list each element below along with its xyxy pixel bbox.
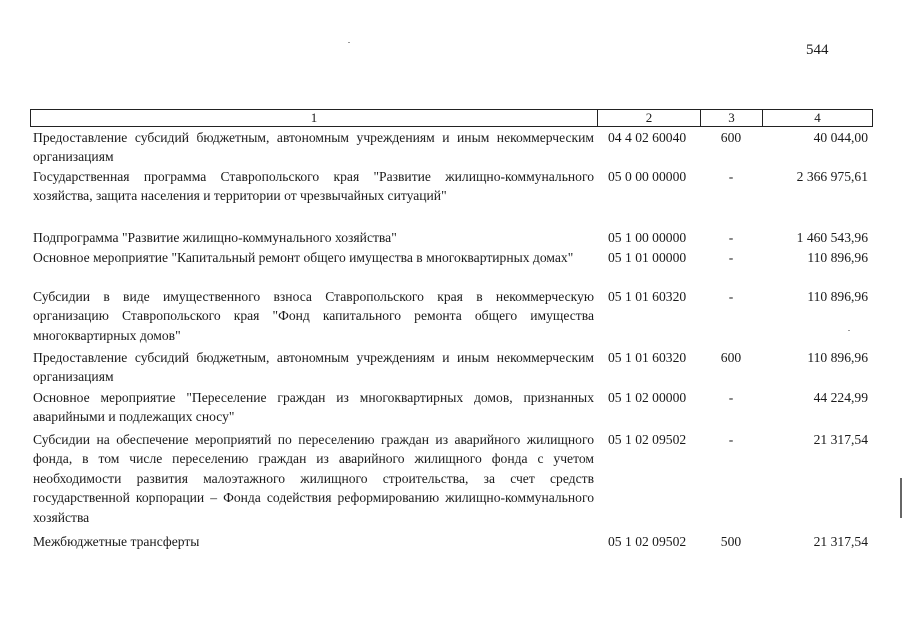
- row-code: 05 1 02 00000: [608, 390, 687, 405]
- row-type: -: [728, 250, 734, 265]
- row-code: 05 0 00 00000: [608, 169, 687, 184]
- column-header-3: 3: [700, 109, 763, 127]
- row-description: Подпрограмма "Развитие жилищно-коммунального хозяйства": [33, 230, 397, 245]
- row-description: Основное мероприятие "Капитальный ремонт общего имущества в многоквартирных домах": [33, 250, 574, 265]
- row-description: Межбюджетные трансферты: [33, 534, 200, 549]
- row-description: Предоставление субсидий бюджетным, автономным учреждениям и иным некоммерческим организациям: [33, 350, 594, 385]
- row-type: -: [728, 289, 734, 304]
- row-code: 05 1 02 09502: [608, 534, 687, 549]
- row-type: 600: [720, 130, 742, 145]
- row-amount: 110 896,96: [807, 250, 868, 265]
- row-description: Субсидии на обеспечение мероприятий по переселению граждан из аварийного жилищного фонда, в том числе переселению граждан из аварийного жилищного фонда с учетом необходимости развития малоэтажного жилищного строительства, за счет средств государственной корпорации – Фонда содействия реформированию жилищно-коммунального хозяйства: [33, 432, 594, 525]
- row-code: 05 1 02 09502: [608, 432, 687, 447]
- row-code: 05 1 01 60320: [608, 289, 687, 304]
- row-amount: 21 317,54: [813, 432, 868, 447]
- row-code: 05 1 00 00000: [608, 230, 687, 245]
- row-code: 05 1 01 60320: [608, 350, 687, 365]
- row-type: -: [728, 432, 734, 447]
- row-amount: 21 317,54: [813, 534, 868, 549]
- row-amount: 40 044,00: [813, 130, 868, 145]
- row-description: Основное мероприятие "Переселение граждан из многоквартирных домов, признанных аварийными и подлежащих сносу": [33, 390, 594, 425]
- row-description: Предоставление субсидий бюджетным, автономным учреждениям и иным некоммерческим организациям: [33, 130, 594, 165]
- row-type: 600: [720, 350, 742, 365]
- row-amount: 2 366 975,61: [796, 169, 868, 184]
- row-type: -: [728, 169, 734, 184]
- row-code: 05 1 01 00000: [608, 250, 687, 265]
- row-type: -: [728, 230, 734, 245]
- row-code: 04 4 02 60040: [608, 130, 687, 145]
- column-header-4: 4: [762, 109, 873, 127]
- row-description: Государственная программа Ставропольского края "Развитие жилищно-коммунального хозяйства, защита населения и территории от чрезвычайных ситуаций": [33, 169, 594, 204]
- row-description: Субсидии в виде имущественного взноса Ставропольского края в некоммерческую организацию Ставропольского края "Фонд капитального ремонта общего имущества многоквартирных домов": [33, 289, 594, 343]
- scan-speck: [348, 42, 350, 43]
- row-type: -: [728, 390, 734, 405]
- scan-speck: [848, 330, 850, 331]
- scan-edge-mark: [900, 478, 902, 518]
- row-amount: 44 224,99: [813, 390, 868, 405]
- column-header-2: 2: [597, 109, 701, 127]
- row-amount: 1 460 543,96: [796, 230, 868, 245]
- row-amount: 110 896,96: [807, 289, 868, 304]
- column-header-1: 1: [30, 109, 598, 127]
- row-amount: 110 896,96: [807, 350, 868, 365]
- row-type: 500: [720, 534, 742, 549]
- page-number: 544: [806, 42, 829, 58]
